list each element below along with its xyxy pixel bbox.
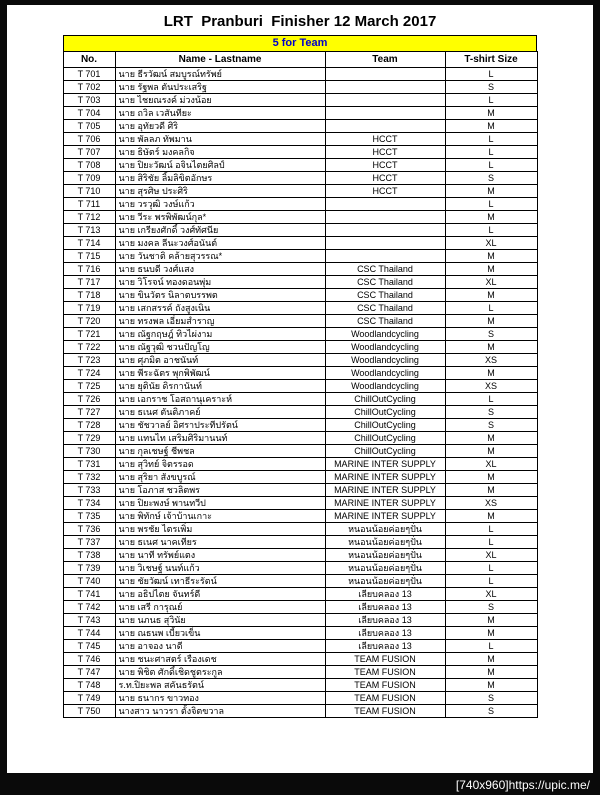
- size-cell: L: [445, 302, 537, 315]
- size-cell: S: [445, 406, 537, 419]
- team-cell: [325, 211, 445, 224]
- size-cell: M: [445, 653, 537, 666]
- size-cell: M: [445, 679, 537, 692]
- no-cell: T 710: [63, 185, 115, 198]
- size-cell: L: [445, 146, 537, 159]
- no-cell: T 703: [63, 94, 115, 107]
- team-cell: หนอนน้อยค่อยๆปั่น: [325, 523, 445, 536]
- name-cell: นาย ธเนศ นาคเทียร: [115, 536, 325, 549]
- no-cell: T 737: [63, 536, 115, 549]
- size-cell: M: [445, 666, 537, 679]
- size-cell: XL: [445, 549, 537, 562]
- table-row: [63, 328, 537, 341]
- size-cell: M: [445, 510, 537, 523]
- table-row: [63, 705, 537, 718]
- table-row: [63, 406, 537, 419]
- size-cell: L: [445, 523, 537, 536]
- name-cell: นาย ปิยะวัฒน์ อจินไตยศิลป์: [115, 159, 325, 172]
- team-cell: [325, 94, 445, 107]
- no-cell: T 724: [63, 367, 115, 380]
- team-cell: TEAM FUSION: [325, 705, 445, 718]
- size-cell: M: [445, 315, 537, 328]
- page-title: LRT Pranburi Finisher 12 March 2017: [163, 13, 437, 30]
- no-cell: T 749: [63, 692, 115, 705]
- team-cell: [325, 237, 445, 250]
- name-cell: นาย วิโรจน์ ทองดอนพุ่ม: [115, 276, 325, 289]
- no-cell: T 706: [63, 133, 115, 146]
- header-cell: Team: [325, 52, 445, 68]
- table-row: [63, 185, 537, 198]
- name-cell: นาย ชนะศาสตร์ เรืองเดช: [115, 653, 325, 666]
- no-cell: T 707: [63, 146, 115, 159]
- team-cell: CSC Thailand: [325, 276, 445, 289]
- no-cell: T 701: [63, 68, 115, 81]
- table-row: [63, 523, 537, 536]
- team-cell: TEAM FUSION: [325, 653, 445, 666]
- name-cell: นาย เกรียงศักดิ์ วงศ์ทัศนีย: [115, 224, 325, 237]
- name-cell: นาย มงคล ลีนะวงศ์อนันต์: [115, 237, 325, 250]
- no-cell: T 714: [63, 237, 115, 250]
- team-cell: CSC Thailand: [325, 263, 445, 276]
- team-cell: ChillOutCycling: [325, 419, 445, 432]
- name-cell: นาย กุลเชษฐ์ ชีพชล: [115, 445, 325, 458]
- team-cell: ChillOutCycling: [325, 406, 445, 419]
- name-cell: นางสาว นาวรา ตั้งจิตขวาล: [115, 705, 325, 718]
- no-cell: T 743: [63, 614, 115, 627]
- team-cell: เลียบคลอง 13: [325, 614, 445, 627]
- no-cell: T 733: [63, 484, 115, 497]
- document-page: [7, 5, 593, 773]
- no-cell: T 726: [63, 393, 115, 406]
- name-cell: นาย วันชาติ คล้ายสุวรรณ*: [115, 250, 325, 263]
- name-cell: นาย ไชยณรงค์ ม่วงน้อย: [115, 94, 325, 107]
- table-row: [63, 471, 537, 484]
- name-cell: นาย รัฐพล ตันประเสริฐ: [115, 81, 325, 94]
- table-row: [63, 575, 537, 588]
- size-cell: M: [445, 471, 537, 484]
- team-cell: HCCT: [325, 146, 445, 159]
- table-row: [63, 120, 537, 133]
- team-cell: TEAM FUSION: [325, 692, 445, 705]
- team-cell: [325, 120, 445, 133]
- table-row: [63, 315, 537, 328]
- team-cell: ChillOutCycling: [325, 445, 445, 458]
- team-cell: ChillOutCycling: [325, 393, 445, 406]
- no-cell: T 718: [63, 289, 115, 302]
- team-cell: [325, 198, 445, 211]
- name-cell: นาย อาจอง นาดี: [115, 640, 325, 653]
- table-row: [63, 94, 537, 107]
- team-cell: HCCT: [325, 133, 445, 146]
- name-cell: นาย พรชัย ไตรเพิ่ม: [115, 523, 325, 536]
- no-cell: T 734: [63, 497, 115, 510]
- table-row: [63, 614, 537, 627]
- name-cell: นาย เสรี การุณย์: [115, 601, 325, 614]
- team-cell: CSC Thailand: [325, 289, 445, 302]
- no-cell: T 731: [63, 458, 115, 471]
- size-cell: S: [445, 705, 537, 718]
- table-row: [63, 627, 537, 640]
- table-row: [63, 237, 537, 250]
- team-cell: เลียบคลอง 13: [325, 640, 445, 653]
- team-cell: Woodlandcycling: [325, 354, 445, 367]
- team-cell: หนอนน้อยค่อยๆปั่น: [325, 549, 445, 562]
- no-cell: T 717: [63, 276, 115, 289]
- table-row: [63, 341, 537, 354]
- team-cell: MARINE INTER SUPPLY: [325, 497, 445, 510]
- size-cell: L: [445, 393, 537, 406]
- size-cell: L: [445, 640, 537, 653]
- team-cell: [325, 250, 445, 263]
- no-cell: T 720: [63, 315, 115, 328]
- table-row: [63, 601, 537, 614]
- size-cell: S: [445, 172, 537, 185]
- size-cell: S: [445, 419, 537, 432]
- no-cell: T 716: [63, 263, 115, 276]
- name-cell: นาย อธิปไตย จันทร์ดี: [115, 588, 325, 601]
- name-cell: นาย วิเชษฐ์ นนท์แก้ว: [115, 562, 325, 575]
- size-cell: L: [445, 198, 537, 211]
- size-cell: L: [445, 133, 537, 146]
- no-cell: T 742: [63, 601, 115, 614]
- no-cell: T 735: [63, 510, 115, 523]
- table-row: [63, 289, 537, 302]
- team-cell: เลียบคลอง 13: [325, 627, 445, 640]
- table-row: [63, 549, 537, 562]
- table-row: [63, 484, 537, 497]
- table-row: [63, 211, 537, 224]
- team-banner: 5 for Team: [63, 35, 537, 51]
- size-cell: L: [445, 536, 537, 549]
- table-row: [63, 276, 537, 289]
- table-row: [63, 380, 537, 393]
- team-cell: TEAM FUSION: [325, 666, 445, 679]
- table-row: [63, 146, 537, 159]
- name-cell: นาย ขินวัตร นิลาตบรรพต: [115, 289, 325, 302]
- team-cell: [325, 224, 445, 237]
- table-row: [63, 432, 537, 445]
- name-cell: ร.ท.ปิยะพล สคันธรัตน์: [115, 679, 325, 692]
- no-cell: T 746: [63, 653, 115, 666]
- no-cell: T 704: [63, 107, 115, 120]
- table-row: [63, 198, 537, 211]
- table-row: [63, 588, 537, 601]
- name-cell: นาย ศุภมิต อาชนันท์: [115, 354, 325, 367]
- size-cell: M: [445, 211, 537, 224]
- no-cell: T 719: [63, 302, 115, 315]
- name-cell: นาย พีระฉัตร พุกพิพัฒน์: [115, 367, 325, 380]
- no-cell: T 721: [63, 328, 115, 341]
- size-cell: L: [445, 159, 537, 172]
- table-row: [63, 692, 537, 705]
- table-row: [63, 562, 537, 575]
- team-cell: MARINE INTER SUPPLY: [325, 458, 445, 471]
- size-cell: XS: [445, 380, 537, 393]
- no-cell: T 745: [63, 640, 115, 653]
- name-cell: นาย ธนบดี วงศ์แสง: [115, 263, 325, 276]
- name-cell: นาย ชัชวาลย์ อิศราประทีปรัตน์: [115, 419, 325, 432]
- size-cell: L: [445, 68, 537, 81]
- name-cell: นาย เอกราช โอสถานุเคราะห์: [115, 393, 325, 406]
- no-cell: T 727: [63, 406, 115, 419]
- size-cell: M: [445, 250, 537, 263]
- size-cell: S: [445, 81, 537, 94]
- name-cell: นาย พิทักษ์ เจ้าบ้านเกาะ: [115, 510, 325, 523]
- name-cell: นาย ปิยะพงษ์ พานทวีป: [115, 497, 325, 510]
- table-row: [63, 458, 537, 471]
- name-cell: นาย ยุตินัย ดิรกานันท์: [115, 380, 325, 393]
- no-cell: T 747: [63, 666, 115, 679]
- size-cell: XL: [445, 237, 537, 250]
- no-cell: T 739: [63, 562, 115, 575]
- no-cell: T 725: [63, 380, 115, 393]
- table-row: [63, 250, 537, 263]
- name-cell: นาย ธเนศ ตันติภาคย์: [115, 406, 325, 419]
- team-cell: HCCT: [325, 172, 445, 185]
- size-cell: M: [445, 432, 537, 445]
- size-cell: S: [445, 601, 537, 614]
- table-row: [63, 224, 537, 237]
- team-cell: HCCT: [325, 159, 445, 172]
- name-cell: นาย วรวุฒิ วงษ์แก้ว: [115, 198, 325, 211]
- size-cell: M: [445, 367, 537, 380]
- header-cell: No.: [63, 52, 115, 68]
- name-cell: นาย แทนไท เสริมศิริมานนท์: [115, 432, 325, 445]
- table-row: [63, 107, 537, 120]
- table-row: [63, 666, 537, 679]
- table-row: [63, 497, 537, 510]
- team-cell: MARINE INTER SUPPLY: [325, 510, 445, 523]
- name-cell: นาย สิริชัย ลิ้มลิขิตอักษร: [115, 172, 325, 185]
- team-cell: หนอนน้อยค่อยๆปั่น: [325, 536, 445, 549]
- team-cell: Woodlandcycling: [325, 380, 445, 393]
- table-row: [63, 536, 537, 549]
- name-cell: นาย โอภาส ชวลิตพร: [115, 484, 325, 497]
- team-cell: [325, 81, 445, 94]
- team-cell: MARINE INTER SUPPLY: [325, 484, 445, 497]
- name-cell: นาย นภนธ สุวินัย: [115, 614, 325, 627]
- name-cell: นาย ธีรวัฒน์ สมบูรณ์ทรัพย์: [115, 68, 325, 81]
- size-cell: L: [445, 224, 537, 237]
- table-row: [63, 302, 537, 315]
- team-cell: เลียบคลอง 13: [325, 588, 445, 601]
- name-cell: นาย พิชิต ศักดิ์เชิดชูตระกูล: [115, 666, 325, 679]
- team-cell: [325, 107, 445, 120]
- name-cell: นาย ชัยวัฒน์ เทาธีระรัตน์: [115, 575, 325, 588]
- no-cell: T 722: [63, 341, 115, 354]
- size-cell: M: [445, 341, 537, 354]
- table-row: [63, 419, 537, 432]
- no-cell: T 748: [63, 679, 115, 692]
- size-cell: L: [445, 575, 537, 588]
- no-cell: T 750: [63, 705, 115, 718]
- table-row: [63, 653, 537, 666]
- name-cell: นาย ธนากร ขาวทอง: [115, 692, 325, 705]
- table-row: [63, 81, 537, 94]
- size-cell: M: [445, 263, 537, 276]
- name-cell: นาย ธิษัตร์ มงคลกิจ: [115, 146, 325, 159]
- table-row: [63, 640, 537, 653]
- table-row: [63, 367, 537, 380]
- table-row: [63, 510, 537, 523]
- team-cell: Woodlandcycling: [325, 328, 445, 341]
- team-cell: Woodlandcycling: [325, 367, 445, 380]
- no-cell: T 740: [63, 575, 115, 588]
- team-cell: HCCT: [325, 185, 445, 198]
- no-cell: T 732: [63, 471, 115, 484]
- name-cell: นาย พัลลภ ทัพมาน: [115, 133, 325, 146]
- no-cell: T 713: [63, 224, 115, 237]
- no-cell: T 744: [63, 627, 115, 640]
- no-cell: T 702: [63, 81, 115, 94]
- team-cell: MARINE INTER SUPPLY: [325, 471, 445, 484]
- team-cell: [325, 68, 445, 81]
- size-cell: M: [445, 120, 537, 133]
- size-cell: XL: [445, 276, 537, 289]
- no-cell: T 738: [63, 549, 115, 562]
- name-cell: นาย สุรศิษ ประศิริ: [115, 185, 325, 198]
- size-cell: S: [445, 692, 537, 705]
- no-cell: T 708: [63, 159, 115, 172]
- name-cell: นาย ถวิล เวสันทียะ: [115, 107, 325, 120]
- no-cell: T 741: [63, 588, 115, 601]
- name-cell: นาย อุทัยวดี ศิริ: [115, 120, 325, 133]
- size-cell: M: [445, 484, 537, 497]
- table-row: [63, 445, 537, 458]
- name-cell: นาย สุริยา สังขบูรณ์: [115, 471, 325, 484]
- name-cell: นาย ณัฐกฤษฎ์ ทิวไผ่งาม: [115, 328, 325, 341]
- header-cell: T-shirt Size: [445, 52, 537, 68]
- no-cell: T 705: [63, 120, 115, 133]
- name-cell: นาย นาที ทรัพย์แตง: [115, 549, 325, 562]
- size-cell: XS: [445, 497, 537, 510]
- no-cell: T 728: [63, 419, 115, 432]
- table-row: [63, 172, 537, 185]
- table-row: [63, 263, 537, 276]
- size-cell: M: [445, 445, 537, 458]
- name-cell: นาย ณธนพ เบี้ยวเข็น: [115, 627, 325, 640]
- team-cell: หนอนน้อยค่อยๆปั่น: [325, 575, 445, 588]
- size-cell: S: [445, 328, 537, 341]
- table-header-row: [63, 52, 537, 68]
- table-row: [63, 393, 537, 406]
- no-cell: T 715: [63, 250, 115, 263]
- header-cell: Name - Lastname: [115, 52, 325, 68]
- team-cell: เลียบคลอง 13: [325, 601, 445, 614]
- no-cell: T 729: [63, 432, 115, 445]
- size-cell: M: [445, 627, 537, 640]
- table-row: [63, 133, 537, 146]
- team-cell: CSC Thailand: [325, 315, 445, 328]
- table-row: [63, 354, 537, 367]
- size-cell: M: [445, 289, 537, 302]
- table-row: [63, 68, 537, 81]
- size-cell: M: [445, 614, 537, 627]
- name-cell: นาย เสกสรรค์ ถังสูงเนิน: [115, 302, 325, 315]
- no-cell: T 723: [63, 354, 115, 367]
- team-cell: Woodlandcycling: [325, 341, 445, 354]
- no-cell: T 730: [63, 445, 115, 458]
- team-cell: CSC Thailand: [325, 302, 445, 315]
- size-cell: L: [445, 94, 537, 107]
- name-cell: นาย ณัฐวุฒิ ชวนปัญโญ: [115, 341, 325, 354]
- no-cell: T 712: [63, 211, 115, 224]
- size-cell: L: [445, 562, 537, 575]
- size-cell: XL: [445, 458, 537, 471]
- table-row: [63, 679, 537, 692]
- no-cell: T 711: [63, 198, 115, 211]
- name-cell: นาย สุวิทย์ จิตรรอด: [115, 458, 325, 471]
- table-row: [63, 159, 537, 172]
- size-cell: M: [445, 107, 537, 120]
- team-cell: TEAM FUSION: [325, 679, 445, 692]
- name-cell: นาย ทรงพล เอี่ยมสำราญ: [115, 315, 325, 328]
- team-cell: ChillOutCycling: [325, 432, 445, 445]
- size-cell: XS: [445, 354, 537, 367]
- size-cell: XL: [445, 588, 537, 601]
- watermark-text: [740x960]https://upic.me/: [455, 778, 590, 792]
- finisher-table: [63, 51, 538, 718]
- no-cell: T 709: [63, 172, 115, 185]
- name-cell: นาย วีระ พรพิพัฒน์กุล*: [115, 211, 325, 224]
- size-cell: M: [445, 185, 537, 198]
- team-cell: หนอนน้อยค่อยๆปั่น: [325, 562, 445, 575]
- no-cell: T 736: [63, 523, 115, 536]
